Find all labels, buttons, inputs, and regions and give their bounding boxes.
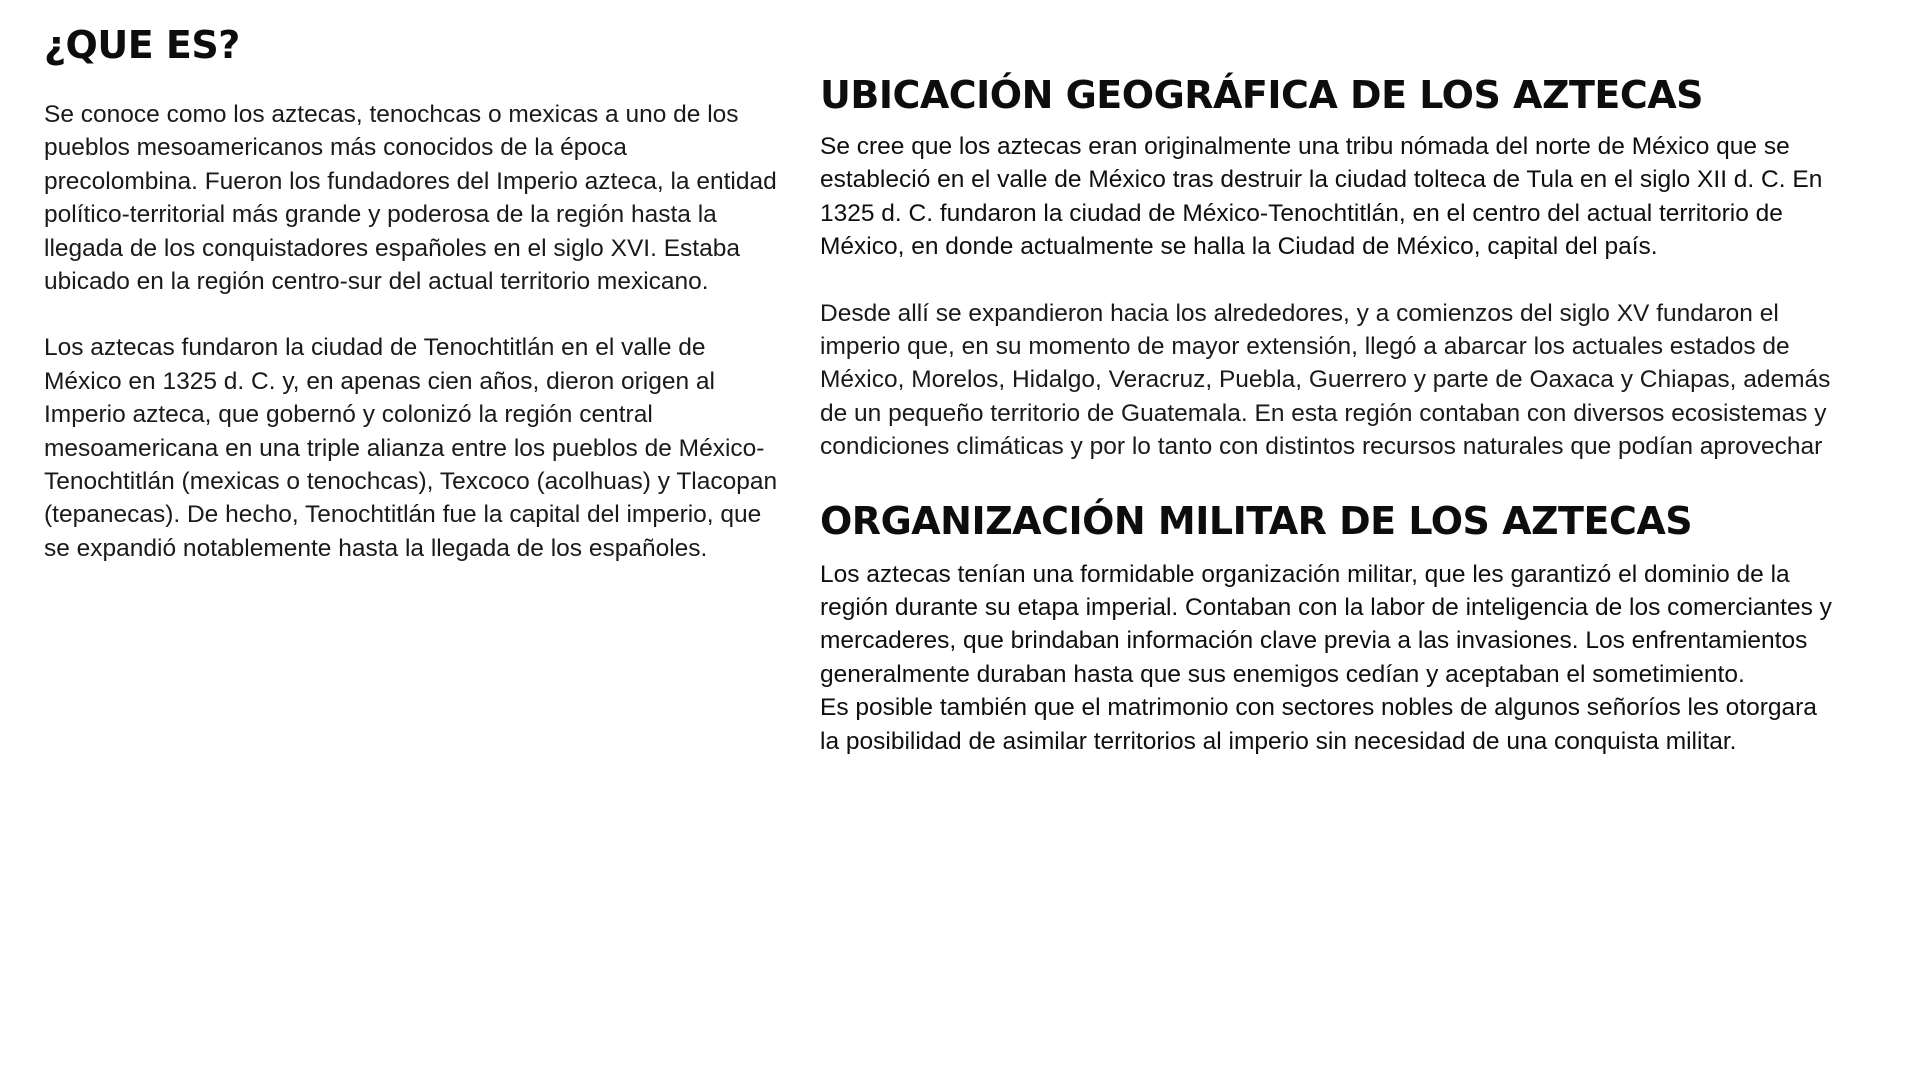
ubicacion-paragraph-1: Se cree que los aztecas eran originalmente una tribu nómada del norte de México que se estableció en el valle de México tras destruir la ciudad tolteca de Tula en el siglo XII d. C. En 1325 d. C. fundaron la ciudad de México-Tenochtitlán, en el centro del actual territorio de México, en donde actualmente se halla la Ciudad de México, capital del país. bbox=[820, 133, 1823, 261]
que-es-paragraph-1: Se conoce como los aztecas, tenochcas o mexicas a uno de los pueblos mesoamericanos más conocidos de la época precolombina. Fueron los fundadores del Imperio azteca, la entidad político-territorial más grande y poderosa de la región hasta la llegada de los conquistadores españoles en el siglo XVI. Estaba ubicado en la región centro-sur del actual territorio mexicano. bbox=[44, 101, 777, 296]
organizacion-paragraph-1: Los aztecas tenían una formidable organización militar, que les garantizó el dominio de la región durante su etapa imperial. Contaban con la labor de inteligencia de los comerciantes y mercaderes, que brindaban información clave previa a las invasiones. Los enfrentamientos generalmente duraban hasta que sus enemigos cedían y aceptaban el sometimiento. bbox=[820, 560, 1832, 688]
que-es-paragraph-2: Los aztecas fundaron la ciudad de Tenochtitlán en el valle de México en 1325 d. C. y, en apenas cien años, dieron origen al Imperio azteca, que gobernó y colonizó la región central mesoamericana en una triple alianza entre los pueblos de México-Tenochtitlán (mexicas o tenochcas), Texcoco (acolhuas) y Tlacopan (tepanecas). De hecho, Tenochtitlán fue la capital del imperio, que se expandió notablemente hasta la llegada de los españoles. bbox=[44, 334, 778, 562]
organizacion-militar-heading: ORGANIZACIÓN MILITAR DE LOS AZTECAS bbox=[820, 498, 1693, 543]
left-column bbox=[44, 18, 784, 565]
que-es-heading: ¿QUE ES? bbox=[44, 23, 240, 67]
ubicacion-heading: UBICACIÓN GEOGRÁFICA DE LOS AZTECAS bbox=[820, 73, 1704, 117]
right-column bbox=[820, 70, 1840, 758]
ubicacion-paragraph-2: Desde allí se expandieron hacia los alrededores, y a comienzos del siglo XV fundaron el imperio que, en su momento de mayor extensión, llegó a abarcar los actuales estados de México, Morelos, Hidalgo, Veracruz, Puebla, Guerrero y parte de Oaxaca y Chiapas, además de un pequeño territorio de Guatemala. En esta región contaban con diversos ecosistemas y condiciones climáticas y por lo tanto con distintos recursos naturales que podían aprovechar bbox=[820, 299, 1831, 461]
organizacion-paragraph-2: Es posible también que el matrimonio con sectores nobles de algunos señoríos les otorgara la posibilidad de asimilar territorios al imperio sin necesidad de una conquista militar. bbox=[820, 694, 1817, 755]
